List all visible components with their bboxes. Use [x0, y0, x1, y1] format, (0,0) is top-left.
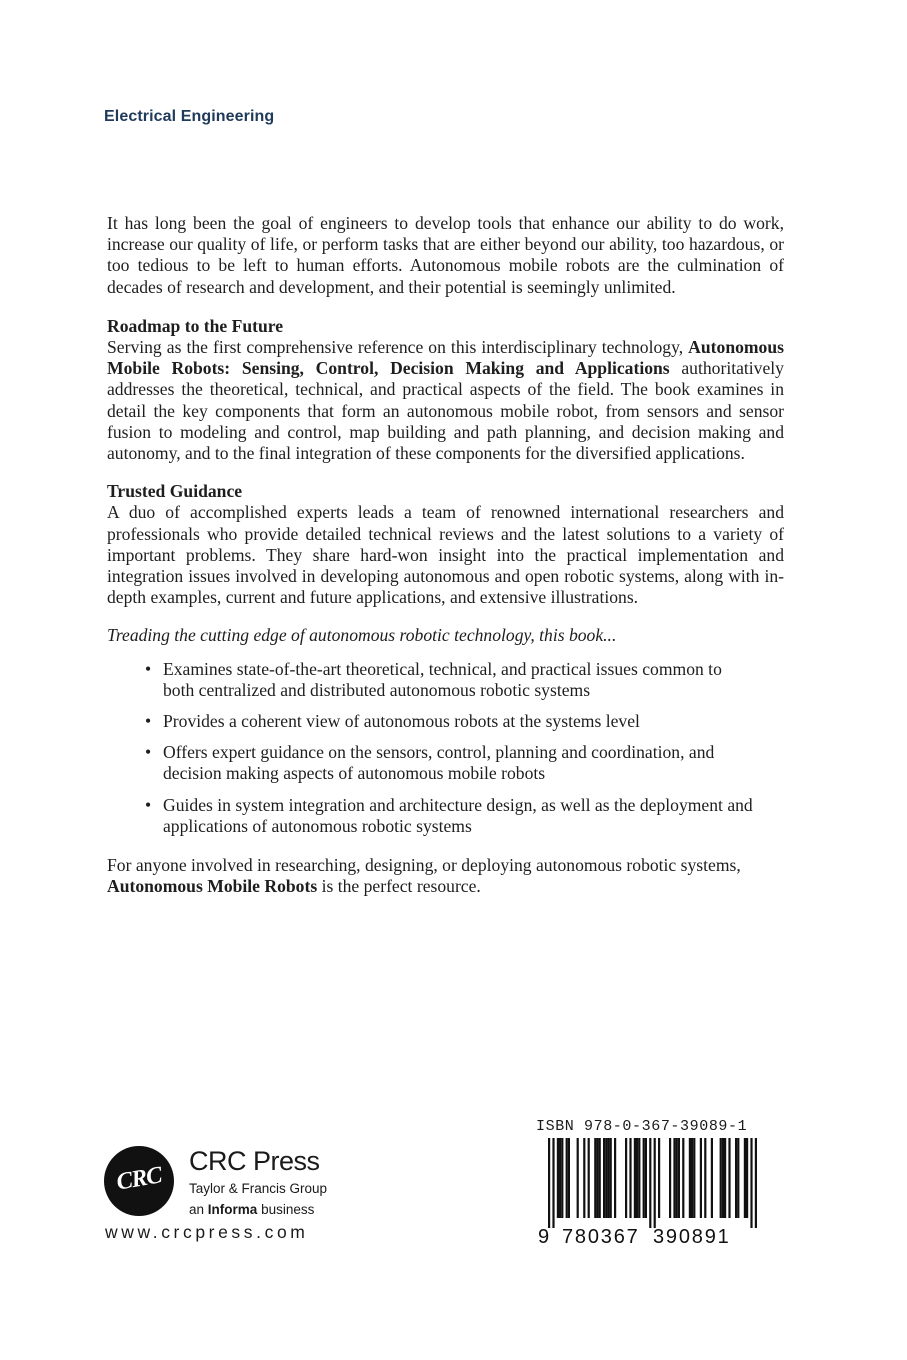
barcode-bar: [737, 1138, 739, 1218]
closing-text-after: is the perfect resource.: [321, 876, 481, 897]
informa-name: Informa: [207, 1202, 258, 1217]
publisher-url: www.crcpress.com: [105, 1222, 309, 1242]
barcode-bar: [744, 1138, 746, 1218]
category-label: Electrical Engineering: [104, 108, 275, 125]
barcode-bar: [629, 1138, 631, 1218]
crc-logo-text: CRC: [114, 1162, 164, 1196]
publisher-name: CRC Press: [189, 1146, 320, 1176]
barcode-bar: [610, 1138, 612, 1218]
barcode-digits: [535, 1226, 767, 1248]
trusted-heading: Trusted Guidance: [107, 481, 243, 502]
bullets-lead: Treading the cutting edge of autonomous robotic technology, this book...: [107, 625, 617, 646]
feature-list: [107, 659, 784, 837]
barcode-bar: [594, 1138, 596, 1218]
barcode-bar: [691, 1138, 693, 1218]
barcode-bar: [638, 1138, 640, 1218]
barcode-bar: [673, 1138, 675, 1218]
roadmap-text-before: Serving as the first comprehensive reference on this interdisciplinary technology,: [107, 337, 684, 358]
barcode-bar: [559, 1138, 561, 1218]
list-item: • Provides a coherent view of autonomous robots at the systems level: [143, 711, 753, 732]
isbn-barcode-block: [535, 1118, 767, 1248]
barcode-digits-right: 390891: [653, 1226, 731, 1248]
barcode-bar: [548, 1138, 550, 1228]
publisher-informa-line: [189, 1202, 314, 1217]
crc-logo-icon: [104, 1146, 174, 1216]
roadmap-text-after: authoritatively addresses the theoretical, technical, and practical aspects of the field. The book examines in detail the key components that form an autonomous mobile robot, from sensors and sensor fusion to modeling and control, map building and path planning, and decision making and autonomy, and to the final integration of these components for the diversified applications.: [107, 358, 784, 464]
barcode-bar: [750, 1138, 752, 1228]
barcode-bar: [746, 1138, 748, 1218]
list-item: • Guides in system integration and architecture design, as well as the deployment and applications of autonomous robotic systems: [143, 795, 753, 837]
back-cover-description: [107, 213, 784, 897]
barcode-bar: [557, 1138, 559, 1218]
barcode-bar: [755, 1138, 757, 1228]
roadmap-paragraph: [107, 337, 784, 464]
barcode-bar: [645, 1138, 647, 1218]
barcode-bar: [658, 1138, 660, 1218]
barcode-bar: [676, 1138, 678, 1218]
closing-text-before: For anyone involved in researching, designing, or deploying autonomous robotic systems,: [107, 855, 741, 876]
book-title-short: Autonomous Mobile Robots: [107, 876, 318, 897]
barcode-bar: [704, 1138, 706, 1218]
barcode-bar: [649, 1138, 651, 1228]
barcode-bar: [552, 1138, 554, 1228]
barcode-bar: [722, 1138, 724, 1218]
list-item: • Examines state-of-the-art theoretical, technical, and practical issues common to both centralized and distributed autonomous robotic systems: [143, 659, 753, 701]
barcode-digit-first: 9: [538, 1226, 551, 1248]
informa-suffix: business: [261, 1202, 315, 1217]
intro-paragraph: It has long been the goal of engineers to develop tools that enhance our ability to do work, increase our quality of life, or perform tasks that are either beyond our ability, too hazardous, or too tedious to be left to human efforts. Autonomous mobile robots are the culmination of decades of research and development, and their potential is seemingly unlimited.: [107, 213, 784, 297]
barcode-bar: [720, 1138, 722, 1218]
barcode-bar: [643, 1138, 645, 1218]
closing-paragraph: [107, 855, 784, 897]
barcode-bar: [599, 1138, 601, 1218]
barcode-bar: [724, 1138, 726, 1218]
trusted-paragraph: A duo of accomplished experts leads a team of renowned international researchers and professionals who provide detailed technical reviews and the latest solutions to a variety of important problems. They share hard-won insight into the practical implementation and integration issues involved in developing autonomous and open robotic systems, along with in-depth examples, current and future applications, and extensive illustrations.: [107, 502, 784, 608]
barcode-bar: [605, 1138, 607, 1218]
roadmap-heading: Roadmap to the Future: [107, 315, 284, 336]
barcode-bar: [583, 1138, 585, 1218]
barcode-bar: [735, 1138, 737, 1218]
barcode-bar: [596, 1138, 598, 1218]
barcode-bar: [700, 1138, 702, 1218]
barcode-bar: [693, 1138, 695, 1218]
informa-prefix: an: [189, 1202, 205, 1217]
barcode-bar: [561, 1138, 563, 1218]
barcode-bar: [625, 1138, 627, 1218]
barcode-bar: [654, 1138, 656, 1228]
barcode-bar: [689, 1138, 691, 1218]
list-item: • Offers expert guidance on the sensors, control, planning and coordination, and decision making aspects of autonomous mobile robots: [143, 742, 753, 784]
publisher-group: Taylor & Francis Group: [189, 1181, 328, 1196]
barcode-bar: [669, 1138, 671, 1218]
barcode-graphic: [535, 1138, 767, 1228]
barcode-bar: [588, 1138, 590, 1218]
barcode-bar: [566, 1138, 568, 1218]
isbn-label: ISBN 978-0-367-39089-1: [536, 1118, 748, 1135]
barcode-bar: [634, 1138, 636, 1218]
barcode-bar: [728, 1138, 730, 1218]
barcode-bar: [636, 1138, 638, 1218]
barcode-bar: [682, 1138, 684, 1218]
barcode-bar: [607, 1138, 609, 1218]
barcode-bar: [568, 1138, 570, 1218]
barcode-bar: [614, 1138, 616, 1218]
barcode-bar: [603, 1138, 605, 1218]
barcode-bar: [678, 1138, 680, 1218]
barcode-digits-left: 780367: [562, 1226, 640, 1248]
book-title-full: Autonomous Mobile Robots: Sensing, Control, Decision Making and Applications: [107, 337, 784, 379]
barcode-bar: [711, 1138, 713, 1218]
barcode-bar: [577, 1138, 579, 1218]
